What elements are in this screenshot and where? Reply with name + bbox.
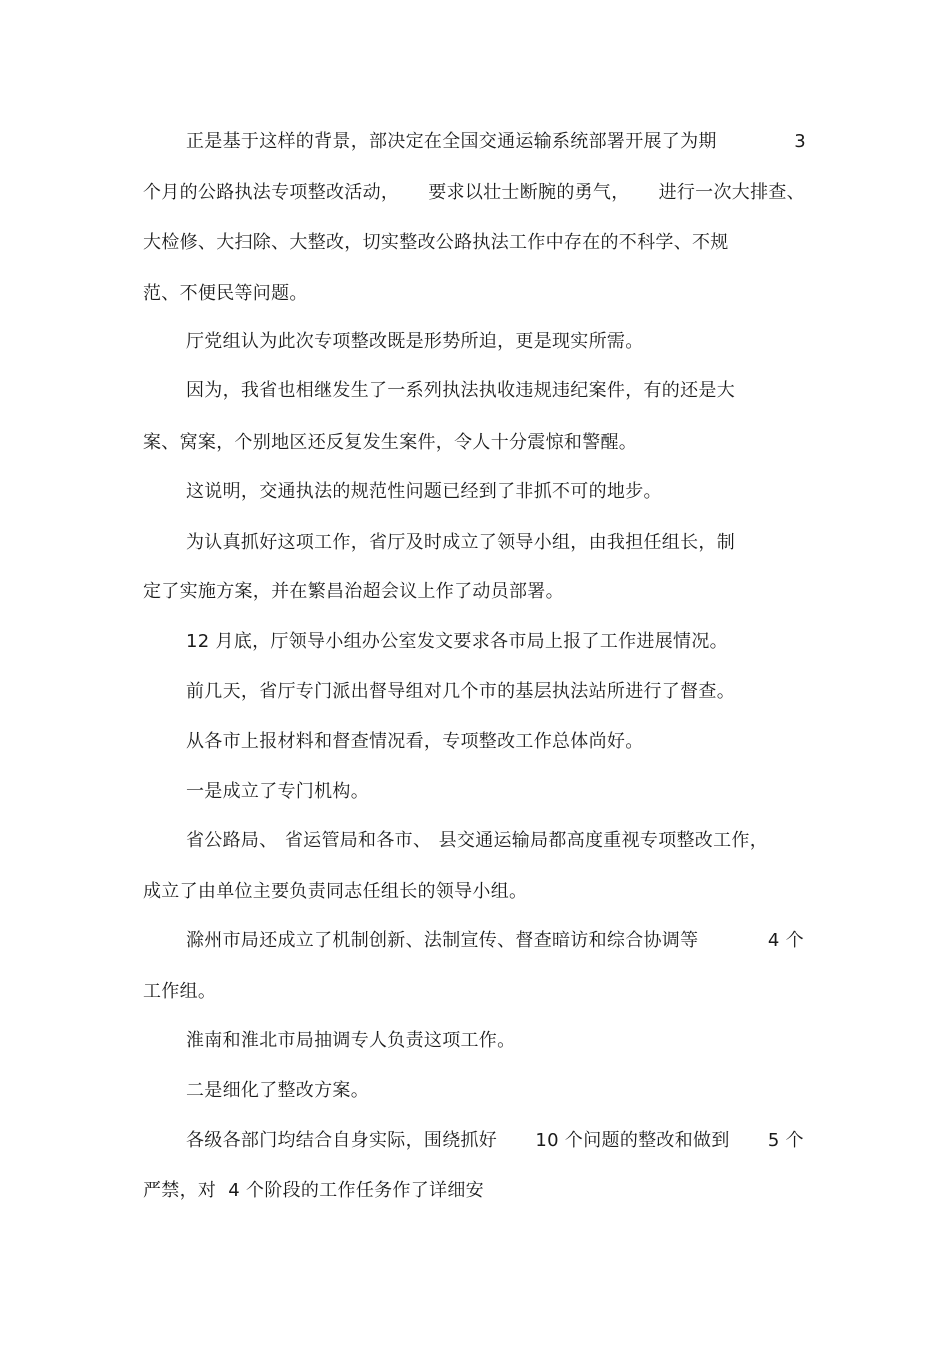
- paragraph-line: 成立了由单位主要负责同志任组长的领导小组。: [143, 881, 528, 902]
- line-segment: 进行一次大排查、: [658, 182, 805, 203]
- paragraph-line: 大检修、大扫除、大整改，切实整改公路执法工作中存在的不科学、不规: [143, 232, 729, 253]
- paragraph-line: 淮南和淮北市局抽调专人负责这项工作。: [186, 1030, 516, 1051]
- paragraph-line: 前几天，省厅专门派出督导组对几个市的基层执法站所进行了督查。: [186, 681, 735, 702]
- line-segment: 10 个问题的整改和做到: [535, 1130, 730, 1151]
- line-segment: 5 个: [767, 1130, 804, 1151]
- paragraph-line: [186, 1129, 804, 1153]
- paragraph-line: 从各市上报材料和督查情况看，专项整改工作总体尚好。: [186, 731, 644, 752]
- paragraph-line: 12 月底，厅领导小组办公室发文要求各市局上报了工作进展情况。: [186, 631, 728, 652]
- paragraph-line: 范、不便民等问题。: [143, 283, 308, 304]
- line-segment: 省公路局、: [186, 830, 278, 851]
- line-segment: 要求以壮士断腕的勇气，: [428, 182, 630, 203]
- paragraph-line: 工作组。: [143, 981, 217, 1002]
- paragraph-line: 因为，我省也相继发生了一系列执法执收违规违纪案件，有的还是大: [186, 380, 735, 401]
- paragraph-line: 定了实施方案，并在繁昌治超会议上作了动员部署。: [143, 581, 564, 602]
- line-segment: 各级各部门均结合自身实际，围绕抓好: [186, 1130, 498, 1151]
- line-segment: 3: [794, 131, 806, 152]
- paragraph-line: [186, 130, 806, 154]
- paragraph-line: [186, 929, 804, 953]
- line-segment: 正是基于这样的背景，部决定在全国交通运输系统部署开展了为期: [186, 131, 717, 152]
- paragraph-line: 二是细化了整改方案。: [186, 1080, 369, 1101]
- paragraph-line: [186, 829, 768, 853]
- line-segment: 个月的公路执法专项整改活动，: [143, 182, 400, 203]
- line-segment: 县交通运输局都高度重视专项整改工作，: [438, 830, 768, 851]
- line-segment: 4 个: [767, 930, 804, 951]
- line-segment: 省运管局和各市、: [284, 830, 432, 851]
- paragraph-line: 案、窝案，个别地区还反复发生案件，令人十分震惊和警醒。: [143, 432, 638, 453]
- line-segment: 滁州市局还成立了机制创新、法制宣传、督查暗访和综合协调等: [186, 930, 699, 951]
- paragraph-line: 为认真抓好这项工作，省厅及时成立了领导小组，由我担任组长，制: [186, 532, 735, 553]
- paragraph-line: 这说明，交通执法的规范性问题已经到了非抓不可的地步。: [186, 481, 662, 502]
- paragraph-line: 一是成立了专门机构。: [186, 781, 369, 802]
- paragraph-line: 严禁，对 4 个阶段的工作任务作了详细安: [143, 1180, 484, 1201]
- paragraph-line: [143, 181, 805, 205]
- paragraph-line: 厅党组认为此次专项整改既是形势所迫，更是现实所需。: [186, 331, 644, 352]
